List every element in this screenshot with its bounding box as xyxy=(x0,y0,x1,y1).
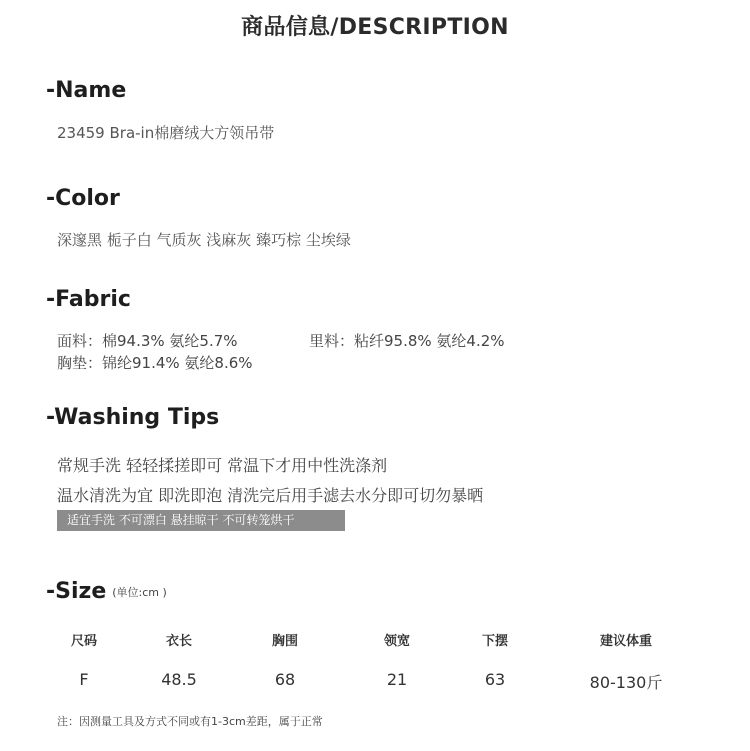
size-value-cell: 68 xyxy=(274,670,296,689)
washing-heading: -Washing Tips xyxy=(46,405,220,430)
size-header-cell: 尺码 xyxy=(70,634,97,649)
measurement-footnote: 注：因测量工具及方式不同或有1-3cm差距，属于正常 xyxy=(57,715,323,728)
size-header-cell: 领宽 xyxy=(383,634,410,649)
table-row xyxy=(30,670,730,694)
fabric-heading: -Fabric xyxy=(46,287,131,312)
size-value-cell: 48.5 xyxy=(161,670,197,689)
size-value-cell: 80-130斤 xyxy=(589,673,663,692)
size-unit-note: (单位:cm ) xyxy=(112,586,167,599)
size-value-cell: F xyxy=(79,670,89,689)
washing-tip-line-2: 温水清洗为宜 即洗即泡 清洗完后用手滤去水分即可切勿暴晒 xyxy=(57,486,484,505)
washing-tip-line-1: 常规手洗 轻轻揉搓即可 常温下才用中性洗涤剂 xyxy=(57,456,388,475)
fabric-pad: 胸垫：锦纶91.4% 氨纶8.6% xyxy=(57,354,253,372)
product-name: 23459 Bra-in棉磨绒大方领吊带 xyxy=(57,124,275,142)
size-header-cell: 衣长 xyxy=(165,634,192,649)
size-header-cell: 胸围 xyxy=(271,634,298,649)
page-title: 商品信息/DESCRIPTION xyxy=(241,15,509,40)
fabric-lining: 里料：粘纤95.8% 氨纶4.2% xyxy=(309,332,505,350)
color-heading: -Color xyxy=(46,186,120,211)
size-table-header-row xyxy=(30,630,730,654)
size-header-cell: 下摆 xyxy=(481,634,508,649)
size-heading xyxy=(46,579,167,604)
color-options: 深邃黑 栀子白 气质灰 浅麻灰 臻巧棕 尘埃绿 xyxy=(57,231,351,249)
size-heading-text: -Size xyxy=(46,579,107,604)
size-value-cell: 21 xyxy=(386,670,408,689)
size-header-cell: 建议体重 xyxy=(599,634,652,649)
name-heading: -Name xyxy=(46,78,127,103)
fabric-shell: 面料：棉94.3% 氨纶5.7% xyxy=(57,332,238,350)
size-value-cell: 63 xyxy=(484,670,506,689)
care-label-badge: 适宜手洗 不可漂白 悬挂晾干 不可转笼烘干 xyxy=(57,510,345,531)
